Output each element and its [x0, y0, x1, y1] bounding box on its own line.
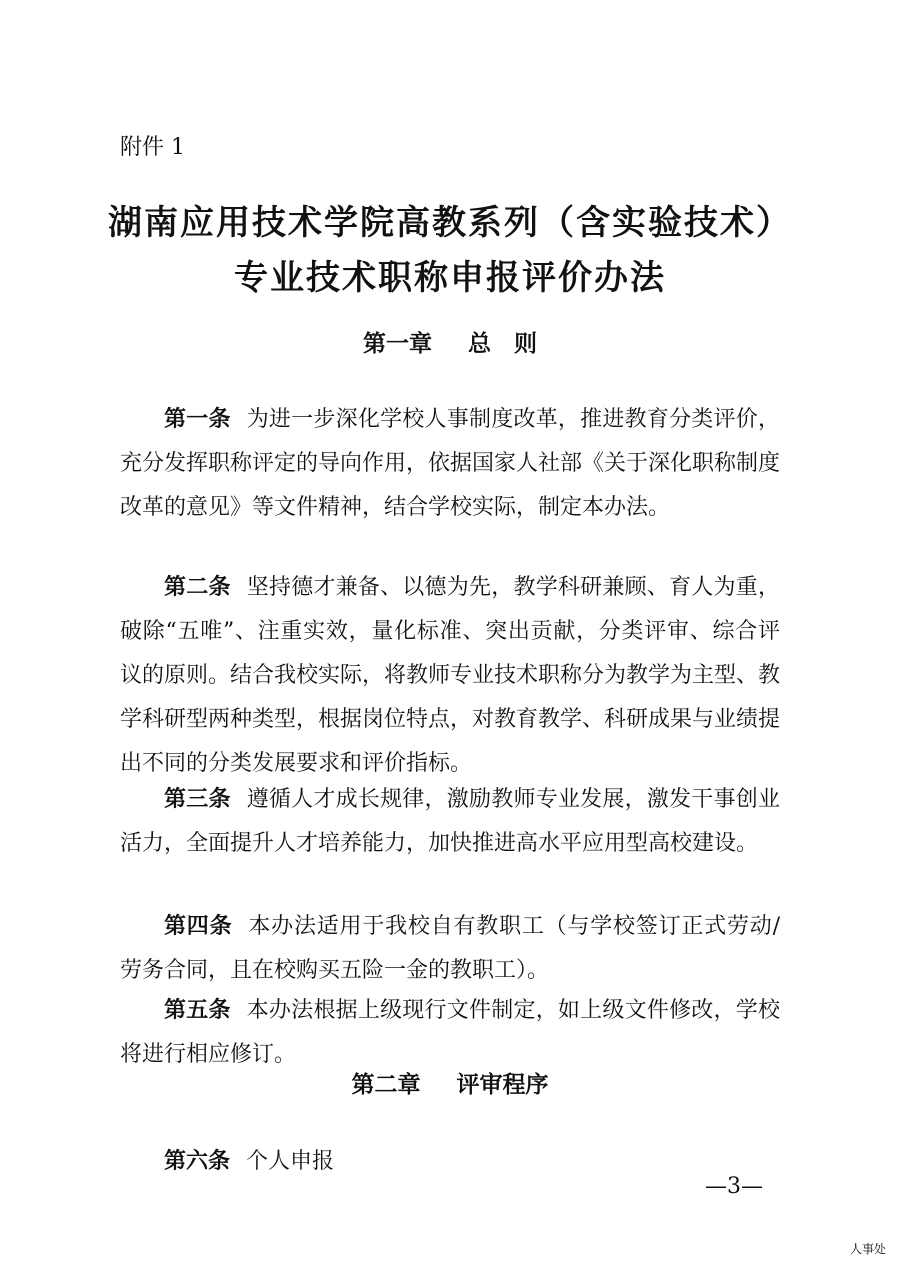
chapter-name: 评审程序: [456, 1071, 549, 1098]
article-text: 本办法根据上级现行文件制定，如上级文件修改，学校将进行相应修订。: [120, 998, 780, 1067]
chapter-number: 第一章: [363, 330, 432, 357]
document-title-line1: 湖南应用技术学院高教系列（含实验技术）: [108, 203, 792, 243]
article-text: 遵循人才成长规律，激励教师专业发展，激发干事创业活力，全面提升人才培养能力，加快推进高水平应用型高校建设。: [120, 787, 780, 856]
article-paragraph: [120, 777, 780, 866]
article-text: 为进一步深化学校人事制度改革，推进教育分类评价，充分发挥职称评定的导向作用，依据国家人社部《关于深化职称制度改革的意见》等文件精神，结合学校实际，制定本办法。: [120, 407, 781, 520]
document-title-line2: 专业技术职称申报评价办法: [234, 258, 666, 298]
article-label: 第一条: [164, 406, 231, 432]
article-paragraph: [120, 904, 780, 993]
article-paragraph: [120, 565, 780, 786]
chapter-heading-1: [0, 325, 900, 358]
article-paragraph: [120, 988, 780, 1077]
article-label: 第四条: [164, 913, 233, 939]
chapter-heading-2: [0, 1066, 900, 1099]
chapter-number: 第二章: [351, 1071, 421, 1098]
article-label: 第二条: [164, 574, 231, 600]
article-text: 本办法适用于我校自有教职工（与学校签订正式劳动/劳务合同，且在校购买五险一金的教职工）。: [120, 914, 780, 983]
corner-stamp: 人事处: [850, 1242, 887, 1256]
article-label: 第五条: [164, 997, 231, 1023]
page-number: —3—: [705, 1174, 763, 1199]
attachment-label: 附件 1: [120, 135, 185, 160]
article-paragraph: [120, 397, 780, 530]
article-text: 个人申报: [246, 1149, 335, 1174]
chapter-name: 总 则: [468, 330, 537, 357]
article-label: 第六条: [164, 1148, 231, 1174]
article-label: 第三条: [164, 786, 231, 812]
article-text: 坚持德才兼备、以德为先，教学科研兼顾、育人为重，破除“五唯”、注重实效，量化标准、突出贡献，分类评审、综合评议的原则。结合我校实际，将教师专业技术职称分为教学为主型、教学科研型两种类型，根据岗位特点，对教育教学、科研成果与业绩提出不同的分类发展要求和评价指标。: [120, 575, 781, 776]
article-paragraph: [120, 1139, 780, 1184]
